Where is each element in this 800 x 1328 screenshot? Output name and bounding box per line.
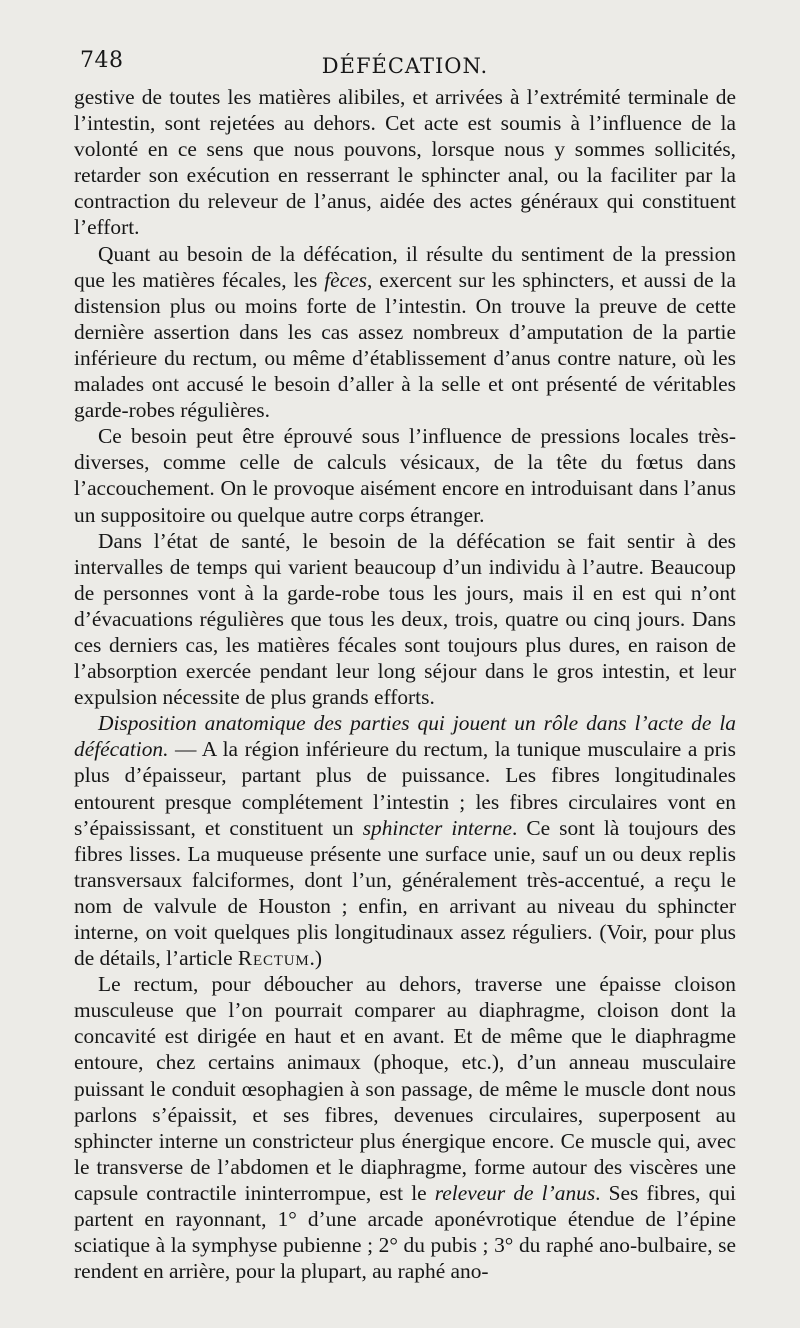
paragraph-2: [74, 241, 736, 424]
italic-term: sphincter interne: [362, 815, 512, 840]
paragraph-text: gestive de toutes les matières alibiles, et arrivées à l’extrémité terminale de l’intestin, sont rejetées au dehors. Cet acte est soumis à l’influence de la volonté en ce sens que nous pouvons, lorsque nous y sommes sollicités, retarder son exécution en resserrant le sphincter anal, ou la faciliter par la contraction du releveur de l’anus, aidée des actes généraux qui constituent l’effort.: [74, 85, 736, 240]
cross-reference: Rectum: [237, 946, 310, 971]
paragraph-3: [74, 423, 736, 527]
paragraph-text: Quant au besoin de la défécation, il résulte du sentiment de la pression que les matières fécales, les: [74, 241, 736, 292]
running-head-title: DÉFÉCATION.: [321, 54, 489, 78]
paragraph-text: .): [309, 946, 322, 971]
paragraph-text: Ce besoin peut être éprouvé sous l’influence de pressions locales très-diverses, comme celle de calculs vésicaux, de la tête du fœtus dans l’accouchement. On le provoque aisément encore en introduisant dans l’anus un suppositoire ou quelque autre corps étranger.: [74, 424, 736, 527]
paragraph-1: [74, 84, 736, 241]
page-number: 748: [80, 48, 124, 73]
paragraph-text: , exercent sur les sphincters, et aussi de la distension plus ou moins forte de l’intestin. On trouve la preuve de cette dernière assertion dans les cas assez nombreux d’amputation de la partie inférieure du rectum, ou même d’établissement d’anus contre nature, où les malades ont accusé le besoin d’aller à la selle et ont présenté de véritables garde-robes régulières.: [74, 267, 736, 423]
running-head: [74, 44, 736, 84]
paragraph-text: Dans l’état de santé, le besoin de la défécation se fait sentir à des intervalles de temps qui varient beaucoup d’un individu à l’autre. Beaucoup de personnes vont à la garde-robe tous les jours, mais il en est qui n’ont d’évacuations régulières que tous les deux, trois, quatre ou cinq jours. Dans ces derniers cas, les matières fécales sont toujours plus dures, en raison de l’absorption exercée pendant leur long séjour dans le gros intestin, et leur expulsion nécessite de plus grands efforts.: [74, 528, 736, 710]
paragraph-5: [74, 710, 736, 971]
italic-term: fèces: [324, 267, 367, 292]
section-heading: Disposition anatomique des parties qui jouent un rôle dans l’acte de la défécation.: [74, 711, 736, 762]
paragraph-text: Le rectum, pour déboucher au dehors, traverse une épaisse cloison musculeuse que l’on pourrait comparer au diaphragme, cloison dont la concavité est dirigée en haut et en avant. Et de même que le diaphragme entoure, chez certains animaux (phoque, etc.), d’un anneau musculaire puissant le conduit œsophagien à son passage, de même le muscle dont nous parlons s’épaissit, et ses fibres, devenues circulaires, superposent au sphincter interne un constricteur plus énergique encore. Ce muscle qui, avec le transverse de l’abdomen et le diaphragme, forme autour des viscères une capsule contractile ininterrompue, est le: [74, 972, 736, 1205]
paragraph-6: [74, 971, 736, 1284]
paragraph-text: . Ses fibres, qui partent en rayonnant, 1° d’une arcade aponévrotique étendue de l’épine sciatique à la symphyse pubienne ; 2° du pubis ; 3° du raphé ano-bulbaire, se rendent en arrière, pour la plupart, au raphé ano-: [74, 1180, 736, 1284]
body-text: [74, 84, 736, 1284]
paragraph-text: — A la région inférieure du rectum, la tunique musculaire a pris plus d’épaisseur, partant plus de puissance. Les fibres longitudinales entourent presque complétement l’intestin ; les fibres circulaires vont en s’épaississant, et constituent un: [74, 737, 736, 840]
paragraph-4: [74, 528, 736, 711]
italic-term: releveur de l’anus: [434, 1180, 596, 1205]
paragraph-text: . Ce sont là toujours des fibres lisses. La muqueuse présente une surface unie, sauf un ou deux replis transversaux falciformes, dont l’un, généralement très-accentué, a reçu le nom de valvule de Houston ; enfin, en arrivant au niveau du sphincter interne, on voit quelques plis longitudinaux assez réguliers. (Voir, pour plus de détails, l’article: [74, 815, 737, 971]
